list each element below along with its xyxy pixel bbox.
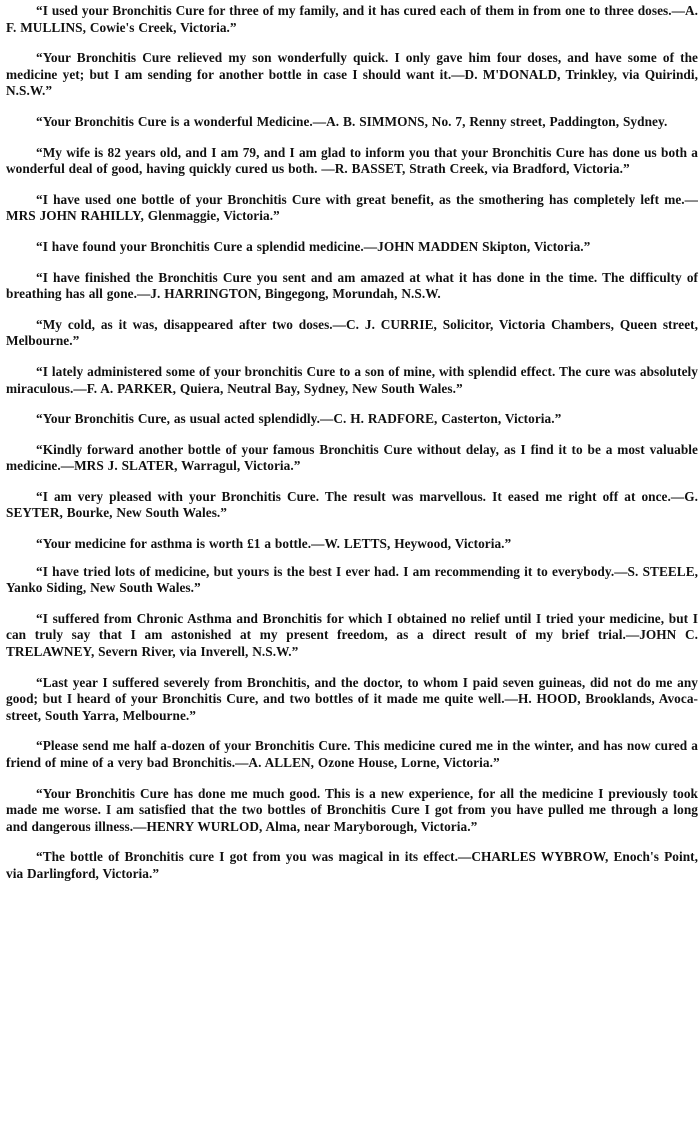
testimonial-1: “I used your Bronchitis Cure for three of my family, and it has cured each of them in from one to three doses.—A. F. MULLINS, Cowie's Creek, Victoria.”: [6, 3, 698, 35]
testimonial-4: “My wife is 82 years old, and I am 79, and I am glad to inform you that your Bronchitis Cure has done us both a wonderful deal of good, having quickly cured us both. —R. BASSET, Strath Creek, via Bradford, Victoria.”: [6, 144, 698, 177]
testimonial-11: “Kindly forward another bottle of your famous Bronchitis Cure without delay, as I find it to be a most valuable medicine.—MRS J. SLATER, Warragul, Victoria.”: [6, 441, 698, 474]
testimonial-6: “I have found your Bronchitis Cure a splendid medicine.—JOHN MADDEN Skipton, Victoria.”: [36, 238, 591, 254]
testimonial-10: “Your Bronchitis Cure, as usual acted splendidly.—C. H. RADFORE, Casterton, Victoria.”: [36, 411, 562, 427]
testimonial-12: “I am very pleased with your Bronchitis Cure. The result was marvellous. It eased me right off at once.—G. SEYTER, Bourke, New South Wales.”: [6, 488, 698, 521]
testimonial-13: “Your medicine for asthma is worth £1 a bottle.—W. LETTS, Heywood, Victoria.”: [36, 536, 512, 552]
testimonial-9: “I lately administered some of your bronchitis Cure to a son of mine, with splendid effect. The cure was absolutely miraculous.—F. A. PARKER, Quiera, Neutral Bay, Sydney, New South Wales.”: [6, 363, 698, 396]
testimonial-2: “Your Bronchitis Cure relieved my son wonderfully quick. I only gave him four doses, and have some of the medicine yet; but I am sending for another bottle in case I should want it.—D. M'DONALD, Trinkley, via Quirindi, N.S.W.”: [6, 50, 698, 99]
testimonial-3: “Your Bronchitis Cure is a wonderful Medicine.—A. B. SIMMONS, No. 7, Renny street, Paddington, Sydney.: [36, 113, 668, 129]
testimonial-17: “Please send me half a-dozen of your Bronchitis Cure. This medicine cured me in the winter, and has now cured a friend of mine of a very bad Bronchitis.—A. ALLEN, Ozone House, Lorne, Victoria.”: [6, 738, 698, 770]
testimonial-5: “I have used one bottle of your Bronchitis Cure with great benefit, as the smothering has completely left me.—MRS JOHN RAHILLY, Glenmaggie, Victoria.”: [6, 191, 698, 224]
testimonial-15: “I suffered from Chronic Asthma and Bronchitis for which I obtained no relief until I tried your medicine, but I can truly say that I am astonished at my present freedom, as a direct result of my brief trial.—JOHN C. TRELAWNEY, Severn River, via Inverell, N.S.W.”: [6, 610, 698, 660]
testimonial-7: “I have finished the Bronchitis Cure you sent and am amazed at what it has done in the time. The difficulty of breathing has all gone.—J. HARRINGTON, Bingegong, Morundah, N.S.W.: [6, 269, 698, 302]
testimonial-14: “I have tried lots of medicine, but yours is the best I ever had. I am recommending it to everybody.—S. STEELE, Yanko Siding, New South Wales.”: [6, 563, 698, 596]
testimonial-19: “The bottle of Bronchitis cure I got from you was magical in its effect.—CHARLES WYBROW, Enoch's Point, via Darlingford, Victoria.”: [6, 849, 698, 881]
testimonial-8: “My cold, as it was, disappeared after two doses.—C. J. CURRIE, Solicitor, Victoria Chambers, Queen street, Melbourne.”: [6, 316, 698, 349]
testimonial-18: “Your Bronchitis Cure has done me much good. This is a new experience, for all the medicine I previously took made me worse. I am satisfied that the two bottles of Bronchitis Cure I got from you have pulled me through a long and dangerous illness.—HENRY WURLOD, Alma, near Maryborough, Victoria.”: [6, 785, 698, 834]
testimonial-16: “Last year I suffered severely from Bronchitis, and the doctor, to whom I paid seven guineas, did not do me any good; but I heard of your Bronchitis Cure, and two bottles of it made me quite well.—H. HOOD, Brooklands, Avoca-street, South Yarra, Melbourne.”: [6, 674, 698, 723]
